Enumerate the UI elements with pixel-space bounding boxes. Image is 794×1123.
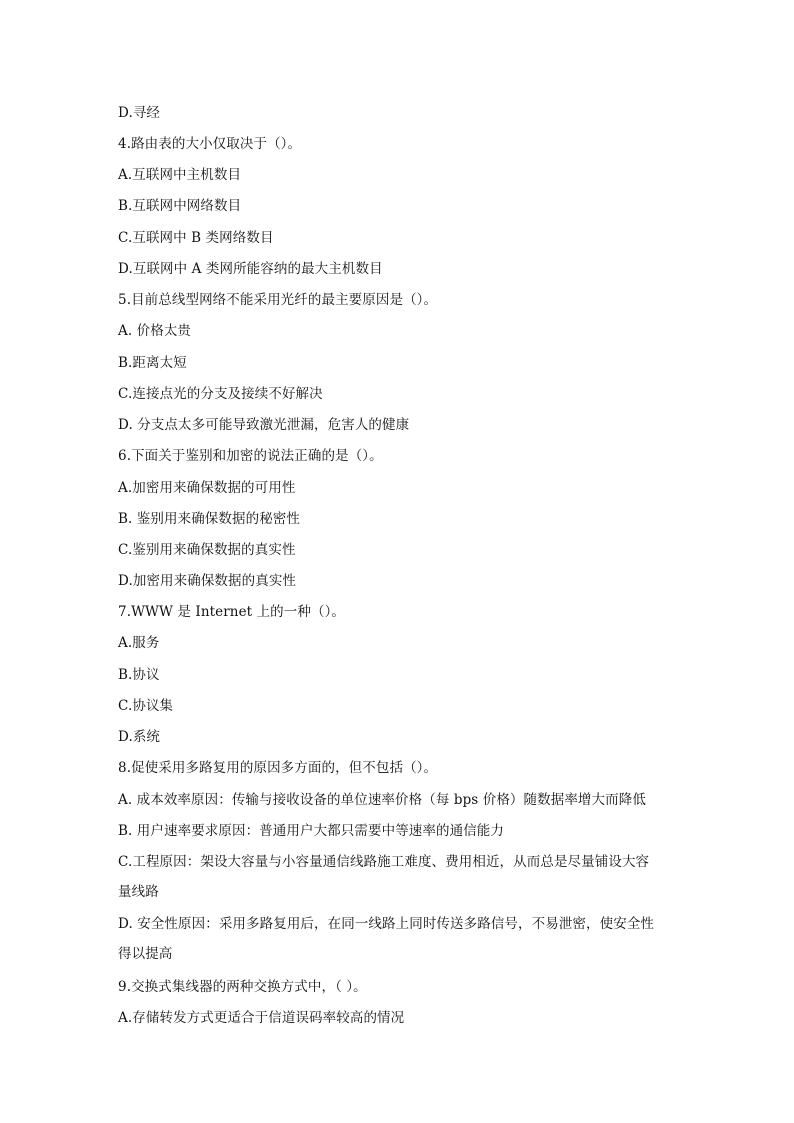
option-5-d: D. 分支点太多可能导致激光泄漏，危害人的健康 — [118, 417, 410, 433]
option-8-c: C.工程原因：架设大容量与小容量通信线路施工难度、费用相近，从而总是尽量铺设大容 — [118, 854, 650, 870]
option-8-b: B. 用户速率要求原因：普通用户大都只需要中等速率的通信能力 — [118, 823, 505, 839]
option-7-d: D.系统 — [118, 729, 161, 745]
option-6-d: D.加密用来确保数据的真实性 — [118, 573, 297, 589]
option-7-b: B.协议 — [118, 667, 160, 683]
option-6-c: C.鉴别用来确保数据的真实性 — [118, 542, 296, 558]
option-9-a: A.存储转发方式更适合于信道误码率较高的情况 — [118, 1010, 405, 1026]
question-5: 5.目前总线型网络不能采用光纤的最主要原因是（）。 — [118, 292, 438, 308]
question-7: 7.WWW 是 Internet 上的一种（）。 — [118, 604, 346, 620]
option-6-b: B. 鉴别用来确保数据的秘密性 — [118, 511, 301, 527]
question-6: 6.下面关于鉴别和加密的说法正确的是（）。 — [118, 448, 383, 464]
option-8-d-continued: 得以提高 — [118, 946, 173, 962]
question-4: 4.路由表的大小仅取决于（）。 — [118, 136, 302, 152]
option-7-c: C.协议集 — [118, 698, 174, 714]
option-5-c: C.连接点光的分支及接续不好解决 — [118, 386, 323, 402]
option-4-b: B.互联网中网络数目 — [118, 198, 242, 214]
option-4-a: A.互联网中主机数目 — [118, 167, 242, 183]
option-8-c-continued: 量线路 — [118, 884, 159, 900]
option-5-a: A. 价格太贵 — [118, 323, 192, 339]
option-8-a: A. 成本效率原因：传输与接收设备的单位速率价格（每 bps 价格）随数据率增大而降低 — [118, 792, 646, 808]
option-4-d: D.互联网中 A 类网所能容纳的最大主机数目 — [118, 261, 383, 277]
option-3-d: D.寻经 — [118, 105, 161, 121]
question-8: 8.促使采用多路复用的原因多方面的，但不包括（）。 — [118, 760, 438, 776]
option-5-b: B.距离太短 — [118, 355, 187, 371]
option-6-a: A.加密用来确保数据的可用性 — [118, 480, 296, 496]
question-9: 9.交换式集线器的两种交换方式中，（ ）。 — [118, 979, 367, 995]
option-7-a: A.服务 — [118, 635, 160, 651]
option-4-c: C.互联网中 B 类网络数目 — [118, 230, 274, 246]
option-8-d: D. 安全性原因：采用多路复用后，在同一线路上同时传送多路信号，不易泄密，使安全性 — [118, 916, 655, 932]
